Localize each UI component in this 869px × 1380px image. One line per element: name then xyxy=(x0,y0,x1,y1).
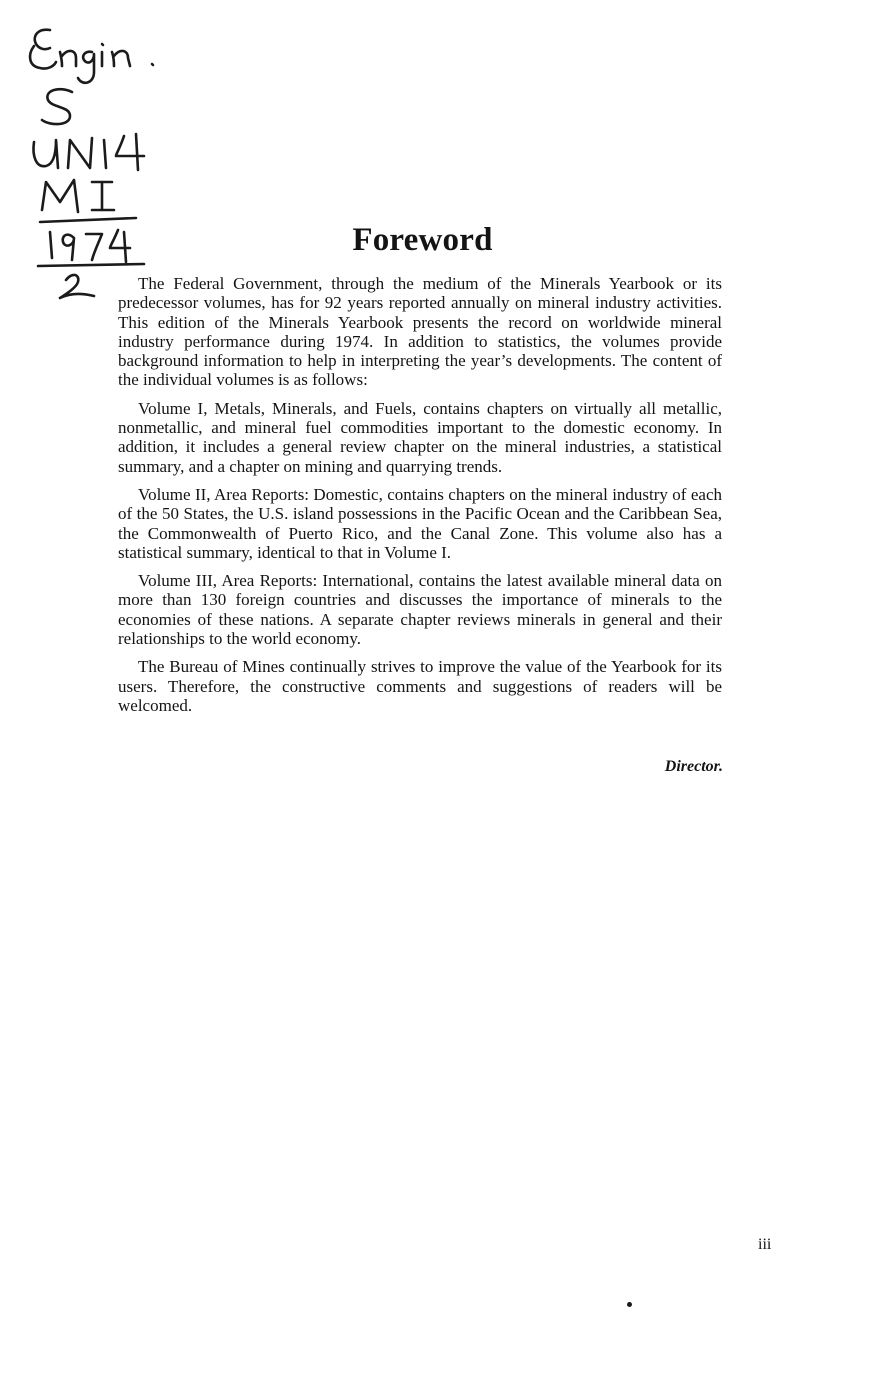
page-title: Foreword xyxy=(352,222,493,258)
paragraph-intro: The Federal Government, through the medium of the Minerals Yearbook or its predecessor volumes, has for 92 years reported annually on mineral industry activities. This edition of the Minerals Yearbook presents the record on worldwide mineral industry performance during 1974. In addition to statistics, the volumes provide background information to help in interpreting the year’s developments. The content of the individual volumes is as follows: xyxy=(118,274,722,390)
handwritten-line-s xyxy=(42,89,72,124)
handwritten-line-mi xyxy=(42,180,114,212)
paragraph-volume-3: Volume III, Area Reports: International, contains the latest available mineral data on more than 130 foreign countries and discusses the importance of minerals to the economies of these nations. A separate chapter reviews minerals in general and their relationships to the world economy. xyxy=(118,571,722,649)
foreword-body xyxy=(118,274,722,724)
paragraph-volume-1: Volume I, Metals, Minerals, and Fuels, contains chapters on virtually all metallic, nonmetallic, and mineral fuel commodities important to the domestic economy. In addition, it includes a general review chapter on the mineral industries, a statistical summary, and a chapter on mining and quarrying trends. xyxy=(118,398,722,476)
paragraph-closing: The Bureau of Mines continually strives to improve the value of the Yearbook for its users. Therefore, the constructive comments and suggestions of readers will be welcomed. xyxy=(118,657,722,715)
handwritten-call-number xyxy=(20,22,180,307)
handwritten-underline-2 xyxy=(38,264,144,266)
print-speck xyxy=(627,1302,632,1307)
signature: Director. xyxy=(664,758,723,775)
handwritten-line-2 xyxy=(60,275,94,298)
page-number: iii xyxy=(758,1236,772,1253)
paragraph-volume-2: Volume II, Area Reports: Domestic, contains chapters on the mineral industry of each of the 50 States, the U.S. island possessions in the Pacific Ocean and the Caribbean Sea, the Commonwealth of Puerto Rico, and the Canal Zone. This volume also has a statistical summary, identical to that in Volume I. xyxy=(118,484,722,562)
handwritten-line-engin xyxy=(30,30,153,83)
handwritten-line-un14 xyxy=(34,134,145,170)
